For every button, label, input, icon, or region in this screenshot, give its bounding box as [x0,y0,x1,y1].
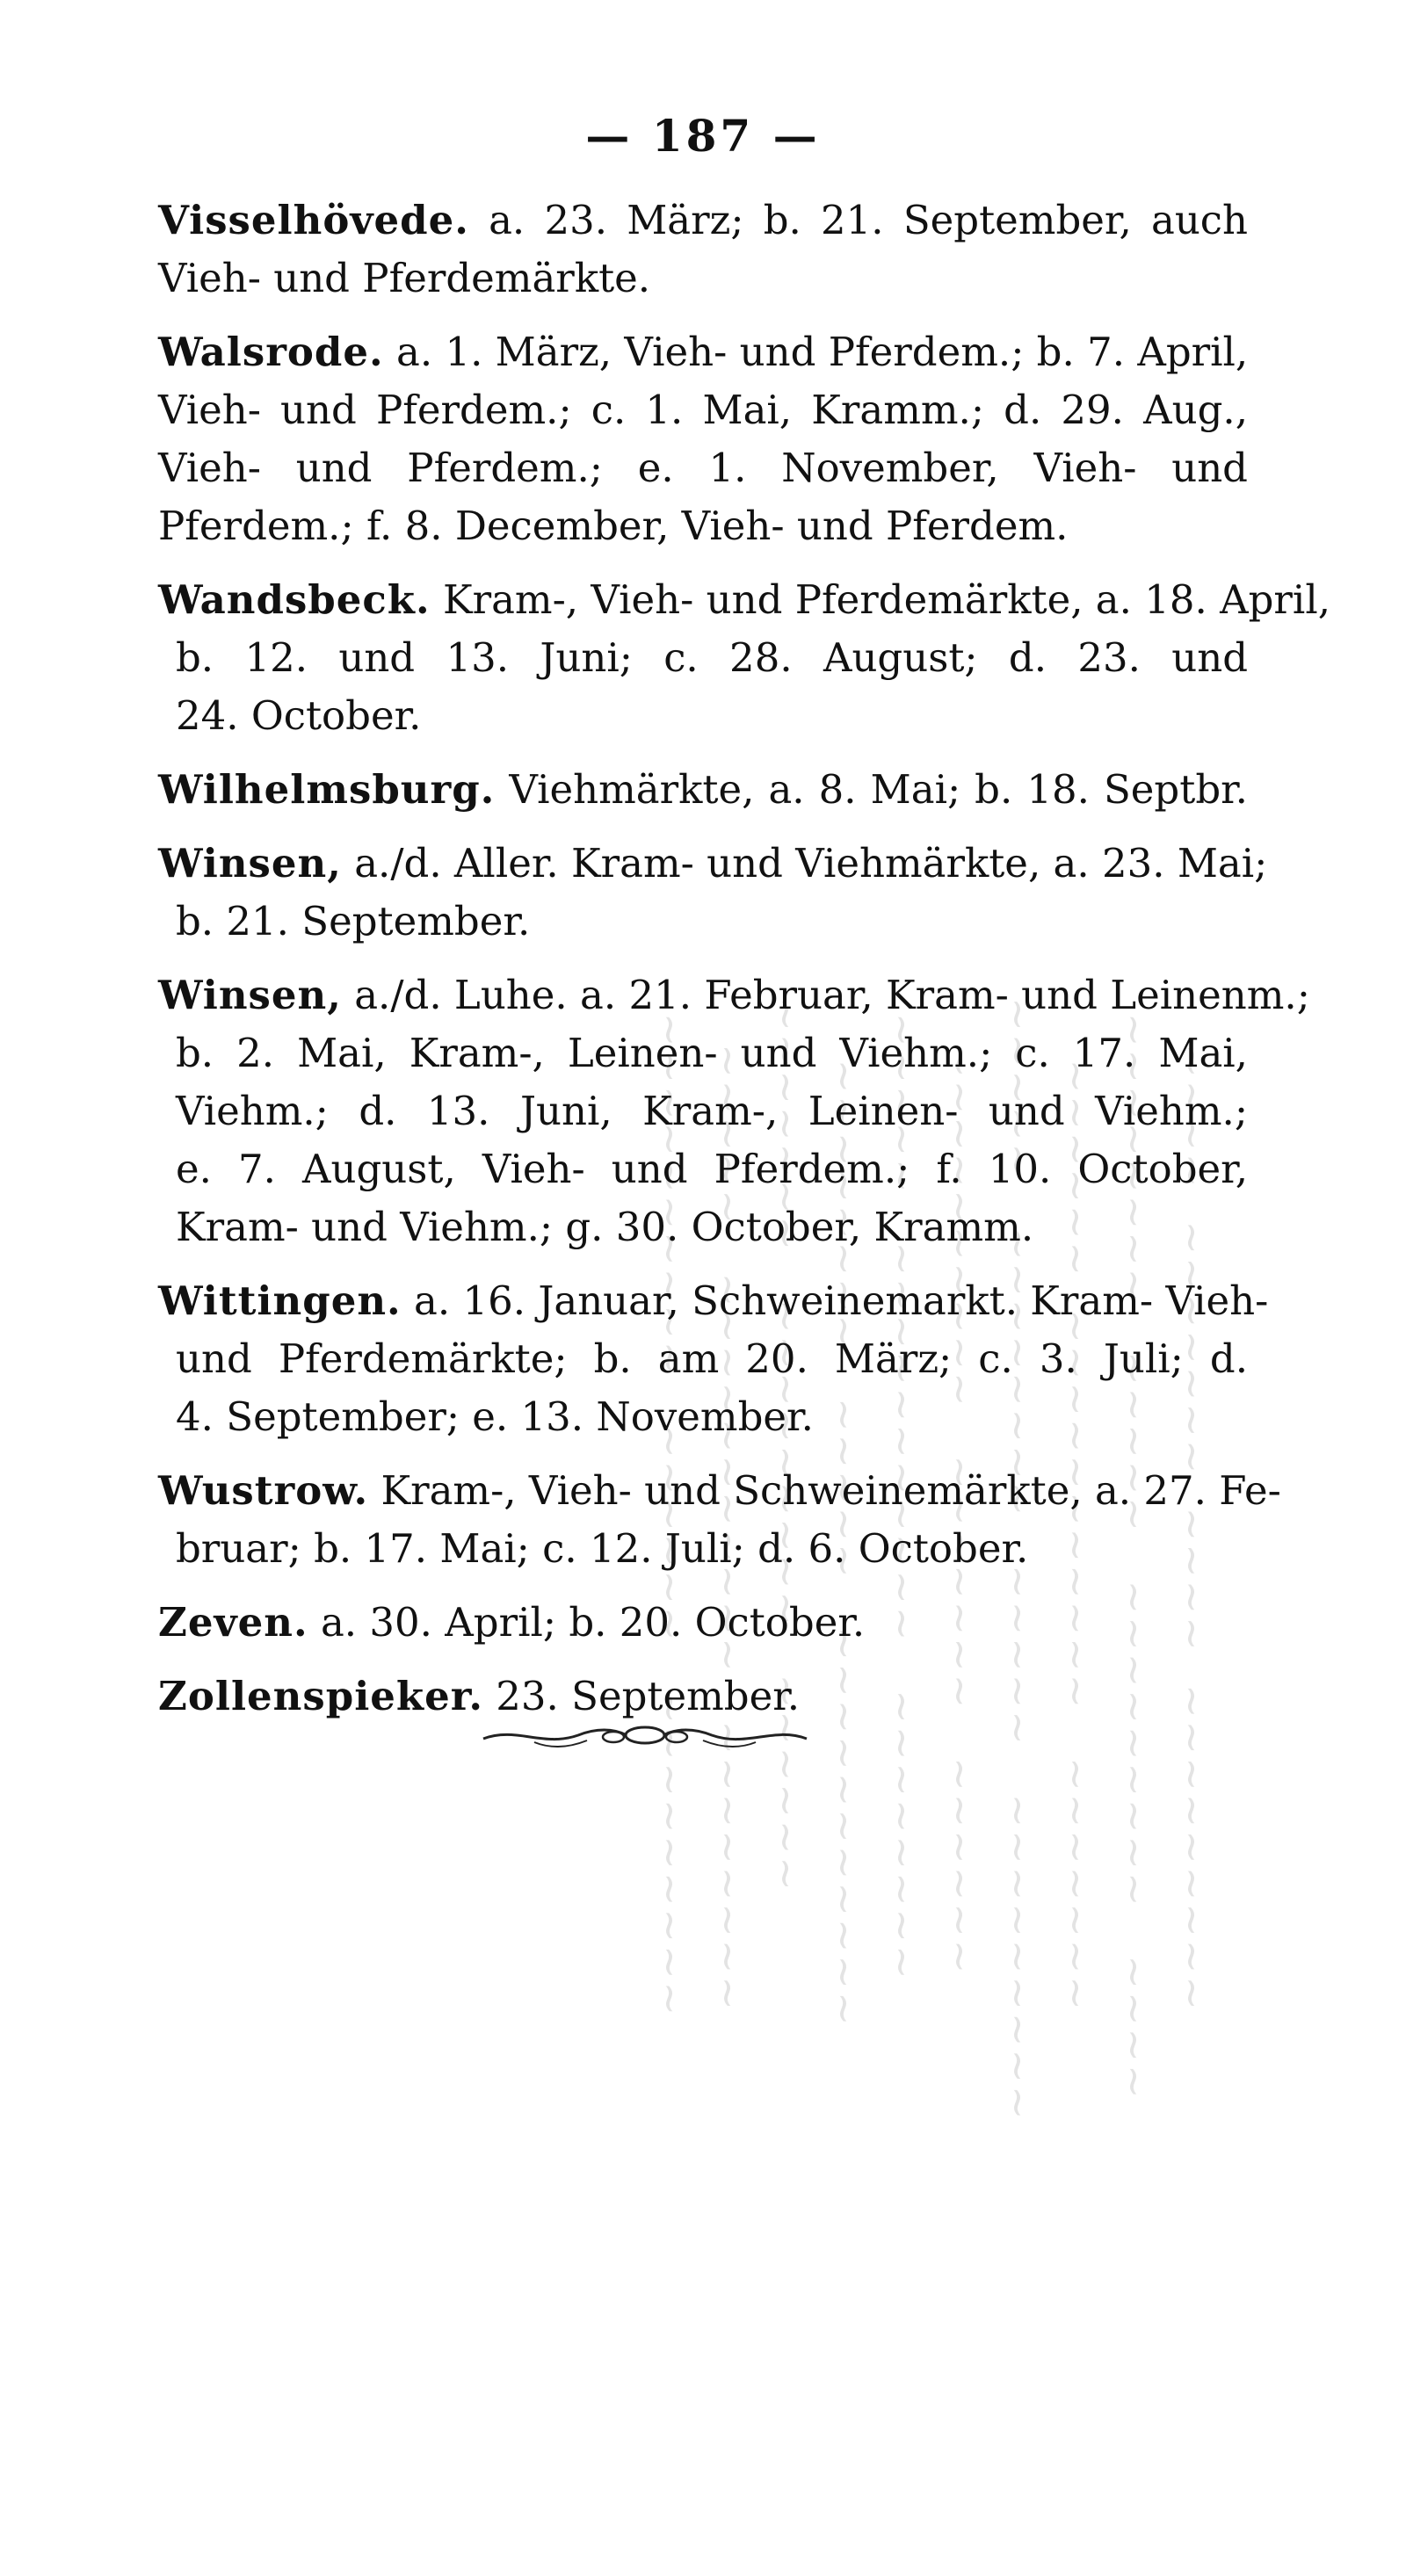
entry-text: bruar; b. 17. Mai; c. 12. Juli; d. 6. October. [176,1525,1029,1572]
entry-text: Kram-, Vieh- und Pferdemärkte, a. 18. April, [430,576,1331,623]
place-name: Visselhövede. [158,197,469,243]
entry-text: und Pferdemärkte; b. am 20. März; c. 3. Juli; d. [176,1335,1248,1382]
entry-wittingen [158,1272,1269,1446]
entry-text: a. 30. April; b. 20. October. [308,1599,866,1646]
place-name: Wilhelmsburg. [158,766,496,813]
entry-text: Vieh- und Pferdemärkte. [158,255,651,301]
place-name: Zeven. [158,1599,308,1646]
entry-text: b. 2. Mai, Kram-, Leinen- und Viehm.; c. 17. Mai, [176,1030,1248,1076]
place-name: Wandsbeck. [158,576,431,623]
place-name: Winsen, [158,972,342,1018]
entry-text: 24. October. [176,692,422,739]
entry-text: Vieh- und Pferdem.; c. 1. Mai, Kramm.; d. 29. Aug., [158,387,1248,433]
entry-visselhoevede [158,192,1248,308]
entry-winsen-aller [158,835,1268,951]
entry-wilhelmsburg [158,761,1248,819]
entry-text: 4. September; e. 13. November. [176,1393,814,1440]
ornament-divider [482,1718,808,1753]
entry-text: 23. September. [482,1673,801,1719]
market-entries [158,192,1331,1726]
entry-text: a. 23. März; b. 21. September, auch [468,197,1248,243]
entry-text: a./d. Luhe. a. 21. Februar, Kram- und Leinenm.; [341,972,1310,1018]
entry-text: Viehm.; d. 13. Juni, Kram-, Leinen- und Viehm.; [176,1088,1248,1134]
entry-text: b. 21. September. [176,898,531,944]
entry-walsrode [158,323,1248,555]
entry-text: Kram- und Viehm.; g. 30. October, Kramm. [176,1204,1034,1250]
entry-winsen-luhe [158,966,1310,1256]
page-number: — 187 — [585,110,821,162]
entry-text: Vieh- und Pferdem.; e. 1. November, Vieh- und [158,445,1248,491]
place-name: Walsrode. [158,329,384,375]
place-name: Wittingen. [158,1277,402,1324]
entry-text: Viehmärkte, a. 8. Mai; b. 18. Septbr. [495,766,1248,813]
entry-zeven [158,1594,1248,1652]
entry-text: a. 16. Januar, Schweinemarkt. Kram- Vieh- [401,1277,1269,1324]
place-name: Winsen, [158,840,342,886]
entry-text: a. 1. März, Vieh- und Pferdem.; b. 7. April, [383,329,1249,375]
entry-wustrow [158,1462,1281,1578]
entry-wandsbeck [158,571,1331,745]
place-name: Zollenspieker. [158,1673,483,1719]
entry-text: a./d. Aller. Kram- und Viehmärkte, a. 23. Mai; [341,840,1268,886]
entry-text: b. 12. und 13. Juni; c. 28. August; d. 23. und [176,634,1248,681]
place-name: Wustrow. [158,1467,369,1514]
entry-text: e. 7. August, Vieh- und Pferdem.; f. 10. October, [176,1146,1248,1192]
entry-text: Pferdem.; f. 8. December, Vieh- und Pferdem. [158,503,1069,549]
entry-text: Kram-, Vieh- und Schweinemärkte, a. 27. Fe- [368,1467,1281,1514]
reverse-side-bleed-through: ~~~~ ~~~~~~~ ~~~~ ~~~~~~~~~ ~~~~~~~~ ~~~~~ ~~~~~~~~~ ~~~~ ~~~~~~ ~~~~~~~~~~~ ~~~~~~~ ~~~~~ ~~~~~~~~ ~~~~~ ~~~~~~~~~ ~~~~~~~~~~ ~~~~~~~ ~~~~~~ ~~~~~ ~~~~~~~~~~~ ~~~~~~~~ ~~~~~~~~ ~~~~~ ~~~~~~~~~~~ ~~~~~~~ ~~~~~~~~~ ~~~~~~ ~~~~~ ~~~~~~~~~~~ ~~~~~~~~ ~~~~~~~~~~ ~~~~~~ ~~~~~~~~~ [647,997,1216,2123]
